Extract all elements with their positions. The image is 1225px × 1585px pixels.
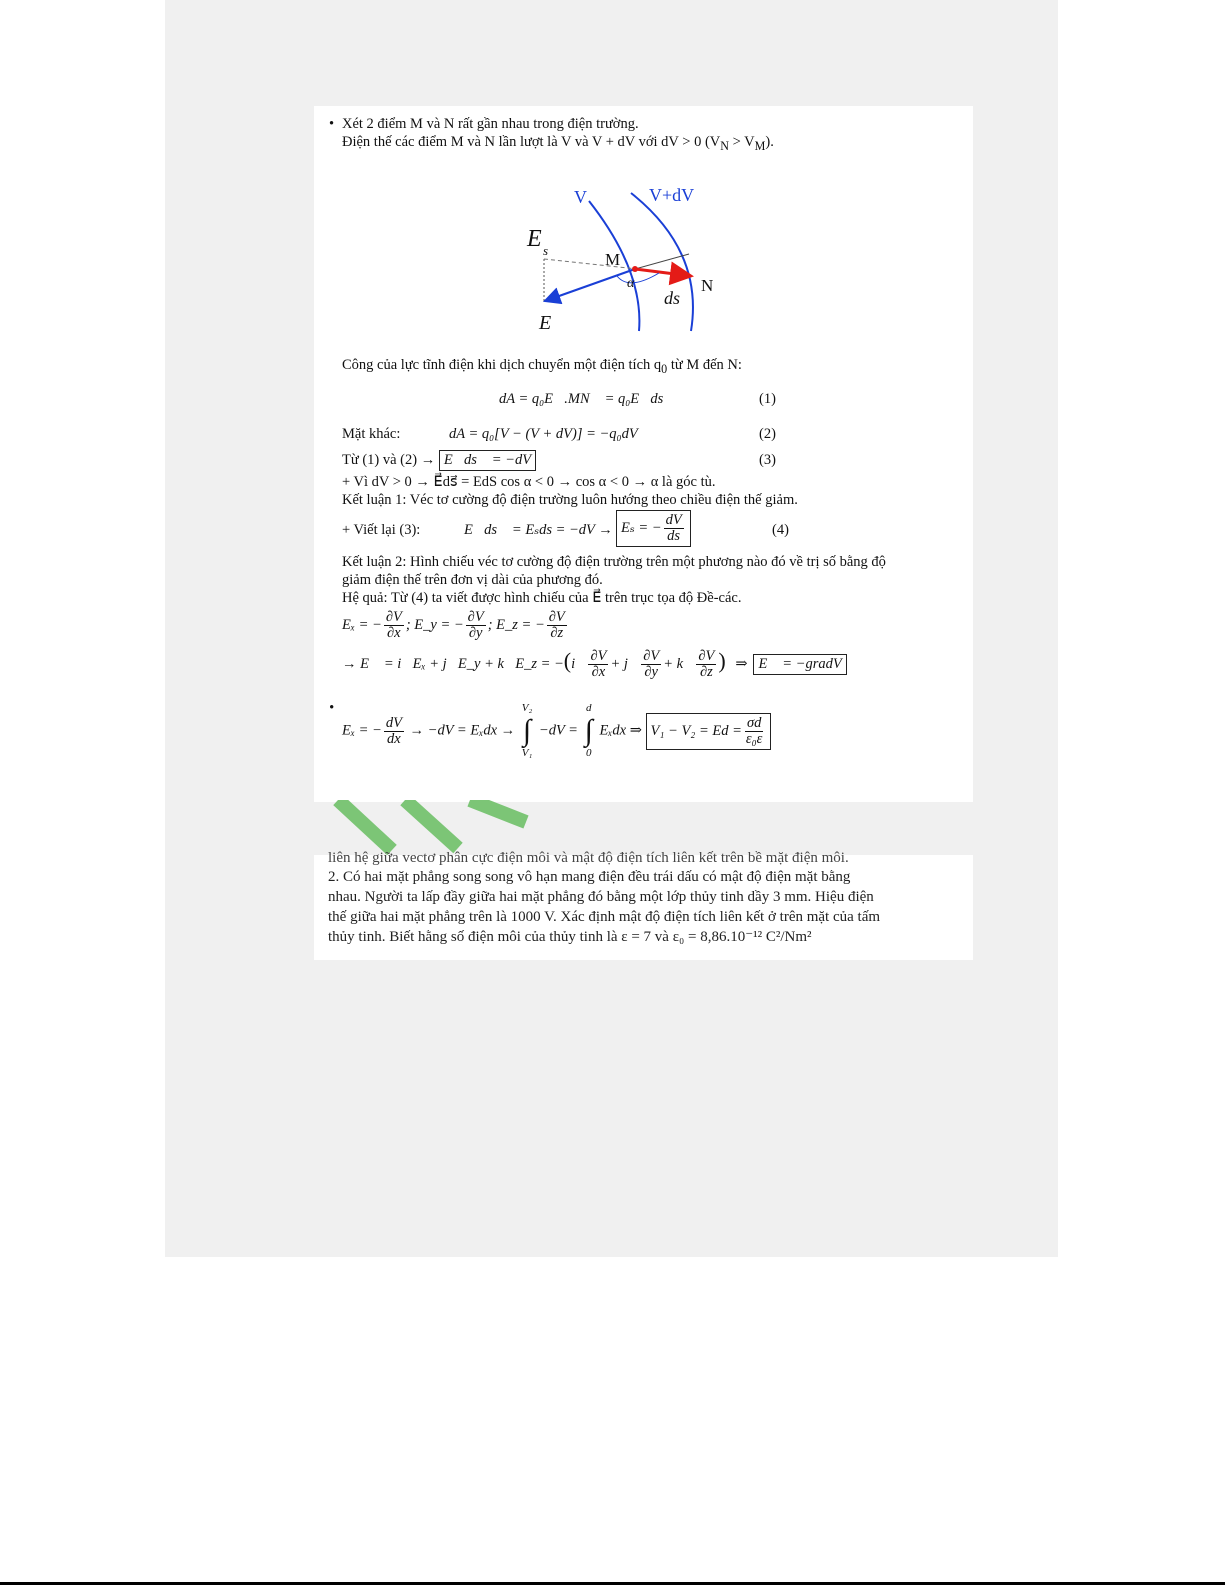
point-m (632, 266, 638, 272)
g-num-z: ∂V (698, 648, 715, 664)
dvdx-frac (384, 610, 404, 641)
potential-difference-box (646, 713, 772, 750)
conclusion-2-line2: giảm điện thế trên đơn vị dài của phương đó. (342, 572, 603, 588)
tu-1-2-text: Từ (1) và (2) → (342, 452, 436, 468)
equation-4-number: (4) (772, 522, 789, 538)
line-viet-lai (342, 522, 420, 539)
equation-3-box: E⃗ds⃗ = −dV (439, 450, 536, 471)
sub-n: N (720, 138, 729, 153)
int-exdx-text: Eₓdx ⇒ (599, 722, 642, 739)
k-vec: + k⃗ (663, 655, 695, 672)
intro-text-2: Điện thế các điểm M và N lần lượt là V và V + dV với dV > 0 (V (342, 134, 721, 150)
frac-den: ds (667, 528, 681, 544)
ds-extension-line (635, 254, 689, 269)
paren-close: ) (718, 647, 726, 673)
dy-den: ∂y (468, 625, 483, 641)
dv-num-2: ∂V (467, 609, 484, 625)
equation-1: dA = q₀E⃗.MN⃗ = q₀E⃗ds⃗ (499, 391, 675, 407)
work-text-c: từ M đến N: (667, 357, 742, 373)
g-frac-x (588, 649, 608, 680)
intro-text-2c: > V (728, 134, 755, 150)
gradient-lhs: → E⃗ = i⃗Eₓ + j⃗E_y + k⃗E_z = − (342, 655, 564, 672)
lecture-card (314, 106, 973, 802)
i-vec: i⃗ (571, 655, 587, 672)
equation-2: dA = q₀[V − (V + dV)] = −q₀dV (449, 426, 638, 442)
exercise-line-1: 2. Có hai mặt phẳng song song vô hạn mang điện đều trái dấu có mật độ điện mặt bằng (328, 869, 851, 885)
viet-lai-text: + Viết lại (3): (342, 522, 421, 538)
int-ex-text: Eₓ = − (342, 722, 382, 739)
int-dv-text: −dV = (538, 722, 578, 739)
conclusion-1: Kết luận 1: Véc tơ cường độ điện trường luôn hướng theo chiều điện thế giảm. (342, 492, 798, 508)
g-num-x: ∂V (590, 648, 607, 664)
label-es-sub: s (543, 243, 549, 258)
label-n: N (701, 276, 714, 295)
g-frac-z (696, 649, 716, 680)
frac-num: dV (665, 512, 682, 528)
line-tu-1-2 (342, 450, 536, 471)
label-ds: ds (664, 288, 681, 308)
e-vector-line (545, 269, 635, 301)
dv-num-3: ∂V (548, 609, 565, 625)
equation-3-number: (3) (759, 452, 776, 468)
exercise-line-3: thế giữa hai mặt phẳng trên là 1000 V. Xác định mật độ điện tích liên kết ở trên mặt của tấm (328, 909, 881, 925)
work-text: Công của lực tĩnh điện khi dịch chuyển một điện tích q (342, 357, 662, 373)
es-box (616, 510, 691, 547)
label-alpha: α (627, 276, 635, 291)
exercise-line-4: thủy tinh. Biết hằng số điện môi của thủy tinh là ε = 7 và ε₀ = 8,86.10⁻¹² C²/Nm² (328, 929, 812, 945)
sub-m: M (754, 138, 766, 153)
sigma-den: ε₀ε (745, 730, 763, 747)
corollary-line: Hệ quả: Từ (4) ta viết được hình chiếu của E⃗ trên trục tọa độ Đề-các. (342, 590, 742, 606)
intro-line-1 (342, 116, 639, 133)
ey-text: ; E_y = − (405, 616, 464, 633)
ex-text: Eₓ = − (342, 616, 382, 633)
partial-derivatives-line (342, 610, 569, 641)
alpha-arc (617, 273, 659, 283)
equation-1-number: (1) (759, 391, 776, 407)
label-v-plus-dv: V+dV (649, 185, 695, 205)
exercise-card (314, 850, 973, 960)
integral-2 (585, 700, 593, 762)
es-dashed-line (544, 259, 637, 269)
dv-num-1: ∂V (385, 609, 402, 625)
int-middle-text: → −dV = Eₓdx → (409, 722, 516, 739)
exercise-line-0: liên hệ giữa vectơ phân cực điện môi và mật độ điện tích liên kết trên bề mặt điện môi. (328, 850, 849, 866)
dz-den: ∂z (550, 625, 564, 641)
j-vec: + j⃗ (610, 655, 640, 672)
conclusion-2-line1: Kết luận 2: Hình chiếu véc tơ cường độ điện trường trên một phương nào đó về trị số bằng độ (342, 554, 886, 570)
line-vi-dv: + Vì dV > 0 → E⃗ds⃗ = EdS cos α < 0 → cos α < 0 → α là góc tù. (342, 474, 716, 490)
int2-top: d (585, 702, 592, 714)
intro-text-1: Xét 2 điểm M và N rất gần nhau trong điện trường. (342, 116, 639, 132)
sigma-num: σd (746, 714, 762, 731)
ds-vector-line (635, 269, 691, 276)
sub-0: 0 (661, 361, 668, 376)
implies-arrow: ⇒ (735, 655, 748, 672)
gradient-box: E⃗ = −gradV (753, 654, 846, 675)
equation-4-lhs: E⃗ds⃗ = Eₛds = −dV → (464, 522, 613, 538)
int-frac-num: dV (385, 714, 402, 731)
g-frac-y (641, 649, 661, 680)
intro-line-2 (342, 134, 774, 155)
int1-bot: V₁ (521, 747, 533, 759)
int1-top: V₂ (521, 702, 533, 714)
intro-text-2e: ). (765, 134, 774, 150)
label-e: E (539, 312, 552, 334)
g-den-x: ∂x (591, 664, 606, 680)
integral-1 (522, 700, 533, 762)
integral-line (342, 700, 771, 762)
line-mat-khac: Mặt khác: (342, 426, 401, 442)
paren-open: ( (563, 647, 572, 673)
dvdz-frac (547, 610, 567, 641)
dvdy-frac (466, 610, 486, 641)
dv-ds-fraction (664, 513, 684, 544)
int-frac-den: dx (387, 730, 401, 747)
ez-text: ; E_z = − (487, 616, 545, 633)
equation-4-box (616, 510, 691, 547)
exercise-line-2: nhau. Người ta lấp đầy giữa hai mặt phẳng đó bằng một lớp thủy tinh dầy 3 mm. Hiệu điện (328, 889, 874, 905)
dx-den: ∂x (387, 625, 401, 641)
label-es: E (527, 226, 542, 252)
equation-2-number: (2) (759, 426, 776, 442)
integral-sign-2: ∫ (584, 714, 593, 747)
int2-bot: 0 (585, 747, 592, 759)
es-text: Eₛ = − (621, 519, 662, 536)
g-den-z: ∂z (699, 664, 713, 680)
work-line (342, 357, 742, 378)
gradient-line (342, 649, 847, 680)
g-den-y: ∂y (644, 664, 658, 680)
pd-text: V₁ − V₂ = Ed = (650, 722, 742, 739)
label-m: M (605, 250, 621, 269)
label-v: V (574, 187, 587, 207)
sigma-frac (744, 716, 764, 747)
g-num-y: ∂V (643, 648, 660, 664)
green-stripes-decoration (330, 800, 540, 855)
integral-sign-1: ∫ (522, 714, 532, 747)
int-frac (384, 716, 404, 747)
potential-figure (519, 181, 749, 341)
